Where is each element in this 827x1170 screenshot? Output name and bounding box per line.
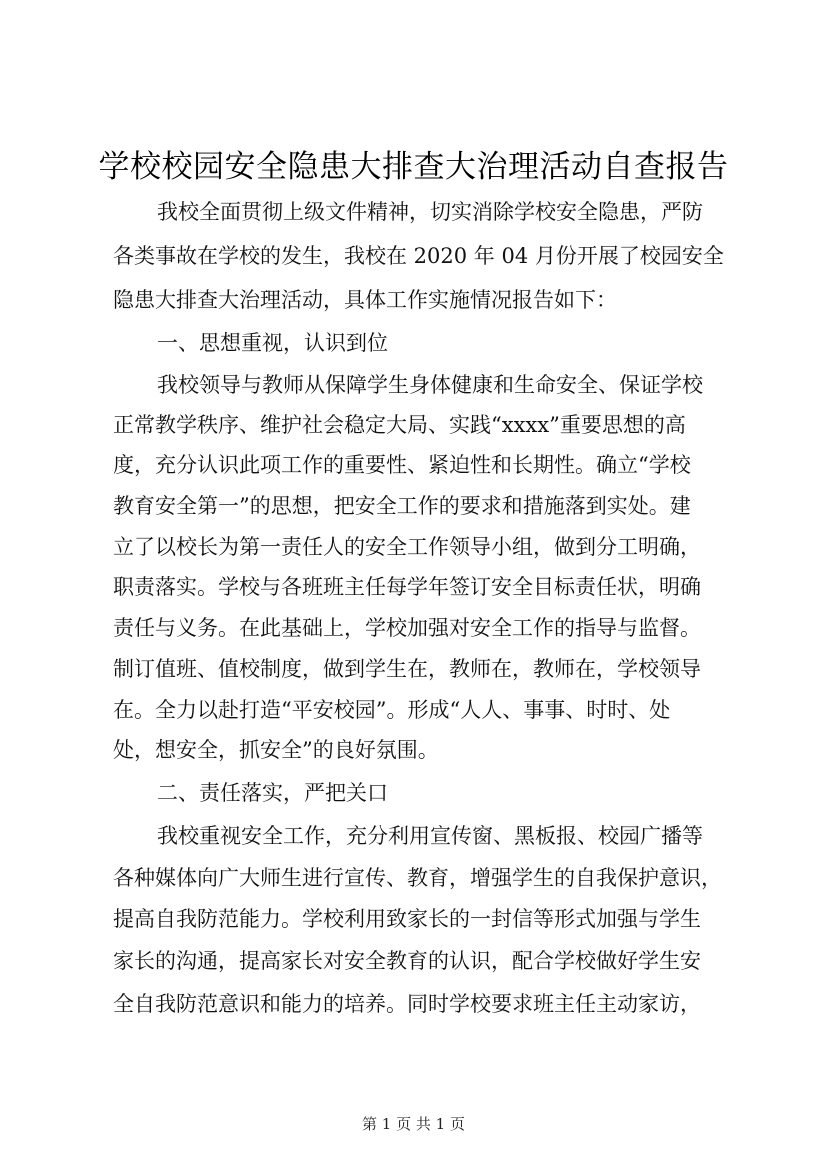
text-line: 提高自我防范能力。学校利用致家长的一封信等形式加强与学生 [113, 907, 701, 931]
text-line: 制订值班、值校制度，做到学生在，教师在，教师在，学校领导 [113, 657, 701, 681]
text-line: 责任与义务。在此基础上，学校加强对安全工作的指导与监督。 [113, 616, 701, 640]
text-line: 隐患大排查大治理活动，具体工作实施情况报告如下： [113, 288, 617, 312]
text-line: 立了以校长为第一责任人的安全工作领导小组，做到分工明确， [113, 535, 701, 559]
section-heading: 一、思想重视，认识到位 [157, 331, 388, 355]
text-line: 我校全面贯彻上级文件精神，切实消除学校安全隐患，严防 [157, 200, 703, 224]
document-title: 学校校园安全隐患大排查大治理活动自查报告 [98, 149, 729, 185]
text-line: 度，充分认识此项工作的重要性、紧迫性和长期性。确立“学校 [113, 453, 691, 477]
text-line: 各类事故在学校的发生，我校在 2020 年 04 月份开展了校园安全 [113, 244, 724, 268]
text-line: 我校领导与教师从保障学生身体健康和生命安全、保证学校 [157, 373, 703, 397]
section-heading: 二、责任落实，严把关口 [157, 781, 388, 805]
text-line: 正常教学秩序、维护社会稳定大局、实践“xxxx”重要思想的高 [113, 413, 686, 437]
text-line: 教育安全第一”的思想，把安全工作的要求和措施落到实处。建 [113, 494, 691, 518]
text-line: 各种媒体向广大师生进行宣传、教育，增强学生的自我保护意识， [113, 866, 722, 890]
text-line: 我校重视安全工作，充分利用宣传窗、黑板报、校园广播等 [157, 824, 703, 848]
text-line: 在。全力以赴打造“平安校园”。形成“人人、事事、时时、处 [113, 698, 671, 722]
text-line: 处，想安全，抓安全”的良好氛围。 [113, 738, 439, 762]
page-number-footer: 第 1 页 共 1 页 [362, 1115, 465, 1133]
text-line: 职责落实。学校与各班班主任每学年签订安全目标责任状，明确 [113, 575, 701, 599]
text-line: 家长的沟通，提高家长对安全教育的认识，配合学校做好学生安 [113, 949, 701, 973]
text-line: 全自我防范意识和能力的培养。同时学校要求班主任主动家访， [113, 992, 701, 1016]
